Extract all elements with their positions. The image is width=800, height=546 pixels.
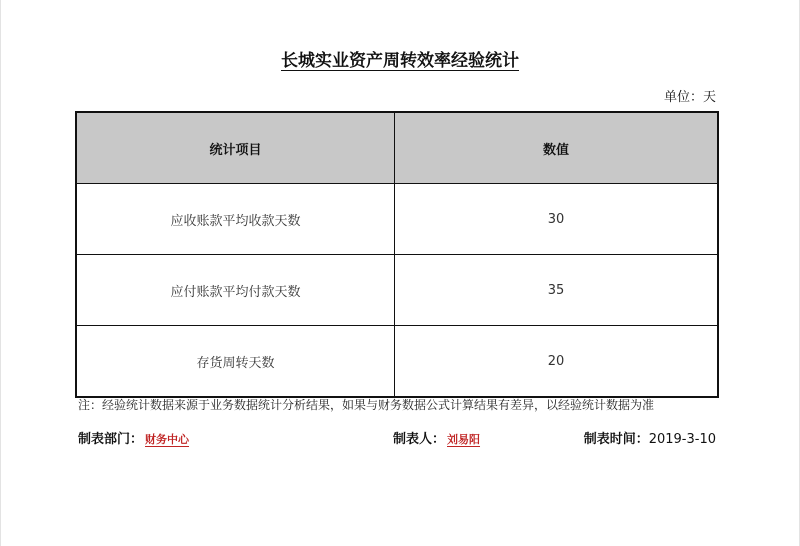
- footer-maker: [393, 428, 480, 447]
- title-text: 长城实业资产周转效率经验统计: [281, 51, 519, 71]
- maker-signature: 刘易阳: [447, 433, 481, 446]
- row-item: 应收账款平均收款天数: [76, 184, 395, 255]
- row-item: 存货周转天数: [76, 326, 395, 398]
- row-value: 30: [395, 184, 719, 255]
- date-label: 制表时间：: [583, 432, 649, 447]
- footer-department: [78, 428, 189, 447]
- table-header-row: [76, 112, 718, 184]
- table-row: [76, 326, 718, 398]
- header-value: 数值: [395, 112, 719, 184]
- header-item: 统计项目: [76, 112, 395, 184]
- table-row: [76, 184, 718, 255]
- footnote: 注：经验统计数据来源于业务数据统计分析结果，如果与财务数据公式计算结果有差异，以经验统计数据为准: [78, 398, 655, 412]
- department-signature: 财务中心: [145, 433, 190, 446]
- row-value: 35: [395, 255, 719, 326]
- maker-label: 制表人：: [393, 432, 446, 447]
- row-value: 20: [395, 326, 719, 398]
- department-label: 制表部门：: [78, 432, 144, 447]
- table-row: [76, 255, 718, 326]
- date-value: 2019-3-10: [648, 432, 716, 447]
- footer-date: [584, 428, 716, 447]
- page-title: [0, 46, 800, 71]
- row-item: 应付账款平均付款天数: [76, 255, 395, 326]
- unit-label: 单位：天: [663, 90, 716, 105]
- stats-table: [75, 111, 719, 398]
